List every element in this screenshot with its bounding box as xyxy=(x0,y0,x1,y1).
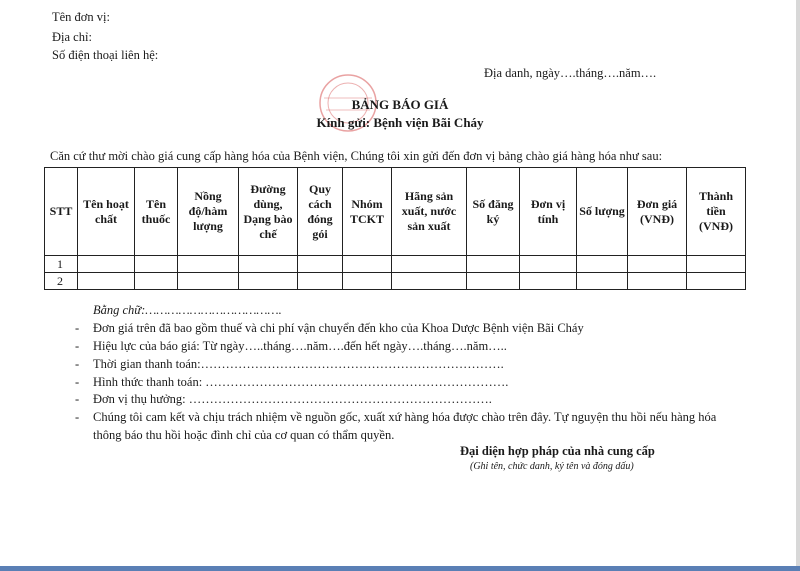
col-header-unit-price: Đơn giá (VNĐ) xyxy=(628,168,687,256)
scan-edge xyxy=(796,0,800,571)
col-header-group: Nhóm TCKT xyxy=(343,168,392,256)
document-title: BẢNG BÁO GIÁ xyxy=(351,97,449,112)
note-item: - Thời gian thanh toán:………………………………………………………………. xyxy=(75,357,504,371)
col-header-packaging: Quy cách đóng gói xyxy=(298,168,343,256)
col-header-drug-name: Tên thuốc xyxy=(135,168,178,256)
phone-label: Số điện thoại liên hệ: xyxy=(52,48,159,62)
col-header-manufacturer: Hãng sản xuất, nước sản xuất xyxy=(392,168,467,256)
row-stt: 1 xyxy=(45,256,78,273)
note-item: - Hình thức thanh toán: ………………………………………………………………. xyxy=(75,375,509,389)
row-stt: 2 xyxy=(45,273,78,290)
recipient-line: Kính gửi: Bệnh viện Bãi Cháy xyxy=(316,115,484,130)
col-header-stt: STT xyxy=(45,168,78,256)
note-item: - Đơn giá trên đã bao gồm thuế và chi phí vận chuyển đến kho của Khoa Dược Bệnh viện Bãi Cháy xyxy=(75,321,584,335)
col-header-active-ingredient: Tên hoạt chất xyxy=(78,168,135,256)
address-label: Địa chỉ: xyxy=(52,30,92,44)
col-header-unit: Đơn vị tính xyxy=(520,168,577,256)
col-header-route-form: Đường dùng, Dạng bào chế xyxy=(239,168,298,256)
col-header-total: Thành tiền (VNĐ) xyxy=(687,168,746,256)
unit-name-label: Tên đơn vị: xyxy=(52,10,110,24)
note-item: - Hiệu lực của báo giá: Từ ngày…..tháng….năm….đến hết ngày….tháng….năm….. xyxy=(75,339,507,353)
intro-text: Căn cứ thư mời chào giá cung cấp hàng hóa của Bệnh viện, Chúng tôi xin gửi đến đơn vị bảng chào giá hàng hóa như sau: xyxy=(50,149,663,163)
signature-title: Đại diện hợp pháp của nhà cung cấp xyxy=(460,444,655,458)
place-date: Địa danh, ngày….tháng….năm…. xyxy=(484,66,657,80)
col-header-concentration: Nồng độ/hàm lượng xyxy=(178,168,239,256)
signature-subtitle: (Ghi tên, chức danh, ký tên và đóng dấu) xyxy=(470,461,634,472)
table-row xyxy=(45,273,746,290)
amount-in-words: Bằng chữ:………………………………. xyxy=(93,303,282,317)
col-header-quantity: Số lượng xyxy=(577,168,628,256)
note-item: - Đơn vị thụ hưởng: ………………………………………………………………. xyxy=(75,392,492,406)
note-item: - Chúng tôi cam kết và chịu trách nhiệm về nguồn gốc, xuất xứ hàng hóa được chào trên đây. Tự nguyện thu hồi nếu hàng hóa xyxy=(75,410,717,424)
table-row xyxy=(45,256,746,273)
col-header-registration-no: Số đăng ký xyxy=(467,168,520,256)
price-table xyxy=(44,167,746,290)
scan-bottom-border xyxy=(0,566,800,571)
note-item-continuation: thông báo thu hồi hoặc đình chỉ của cơ quan có thẩm quyền. xyxy=(93,428,395,442)
